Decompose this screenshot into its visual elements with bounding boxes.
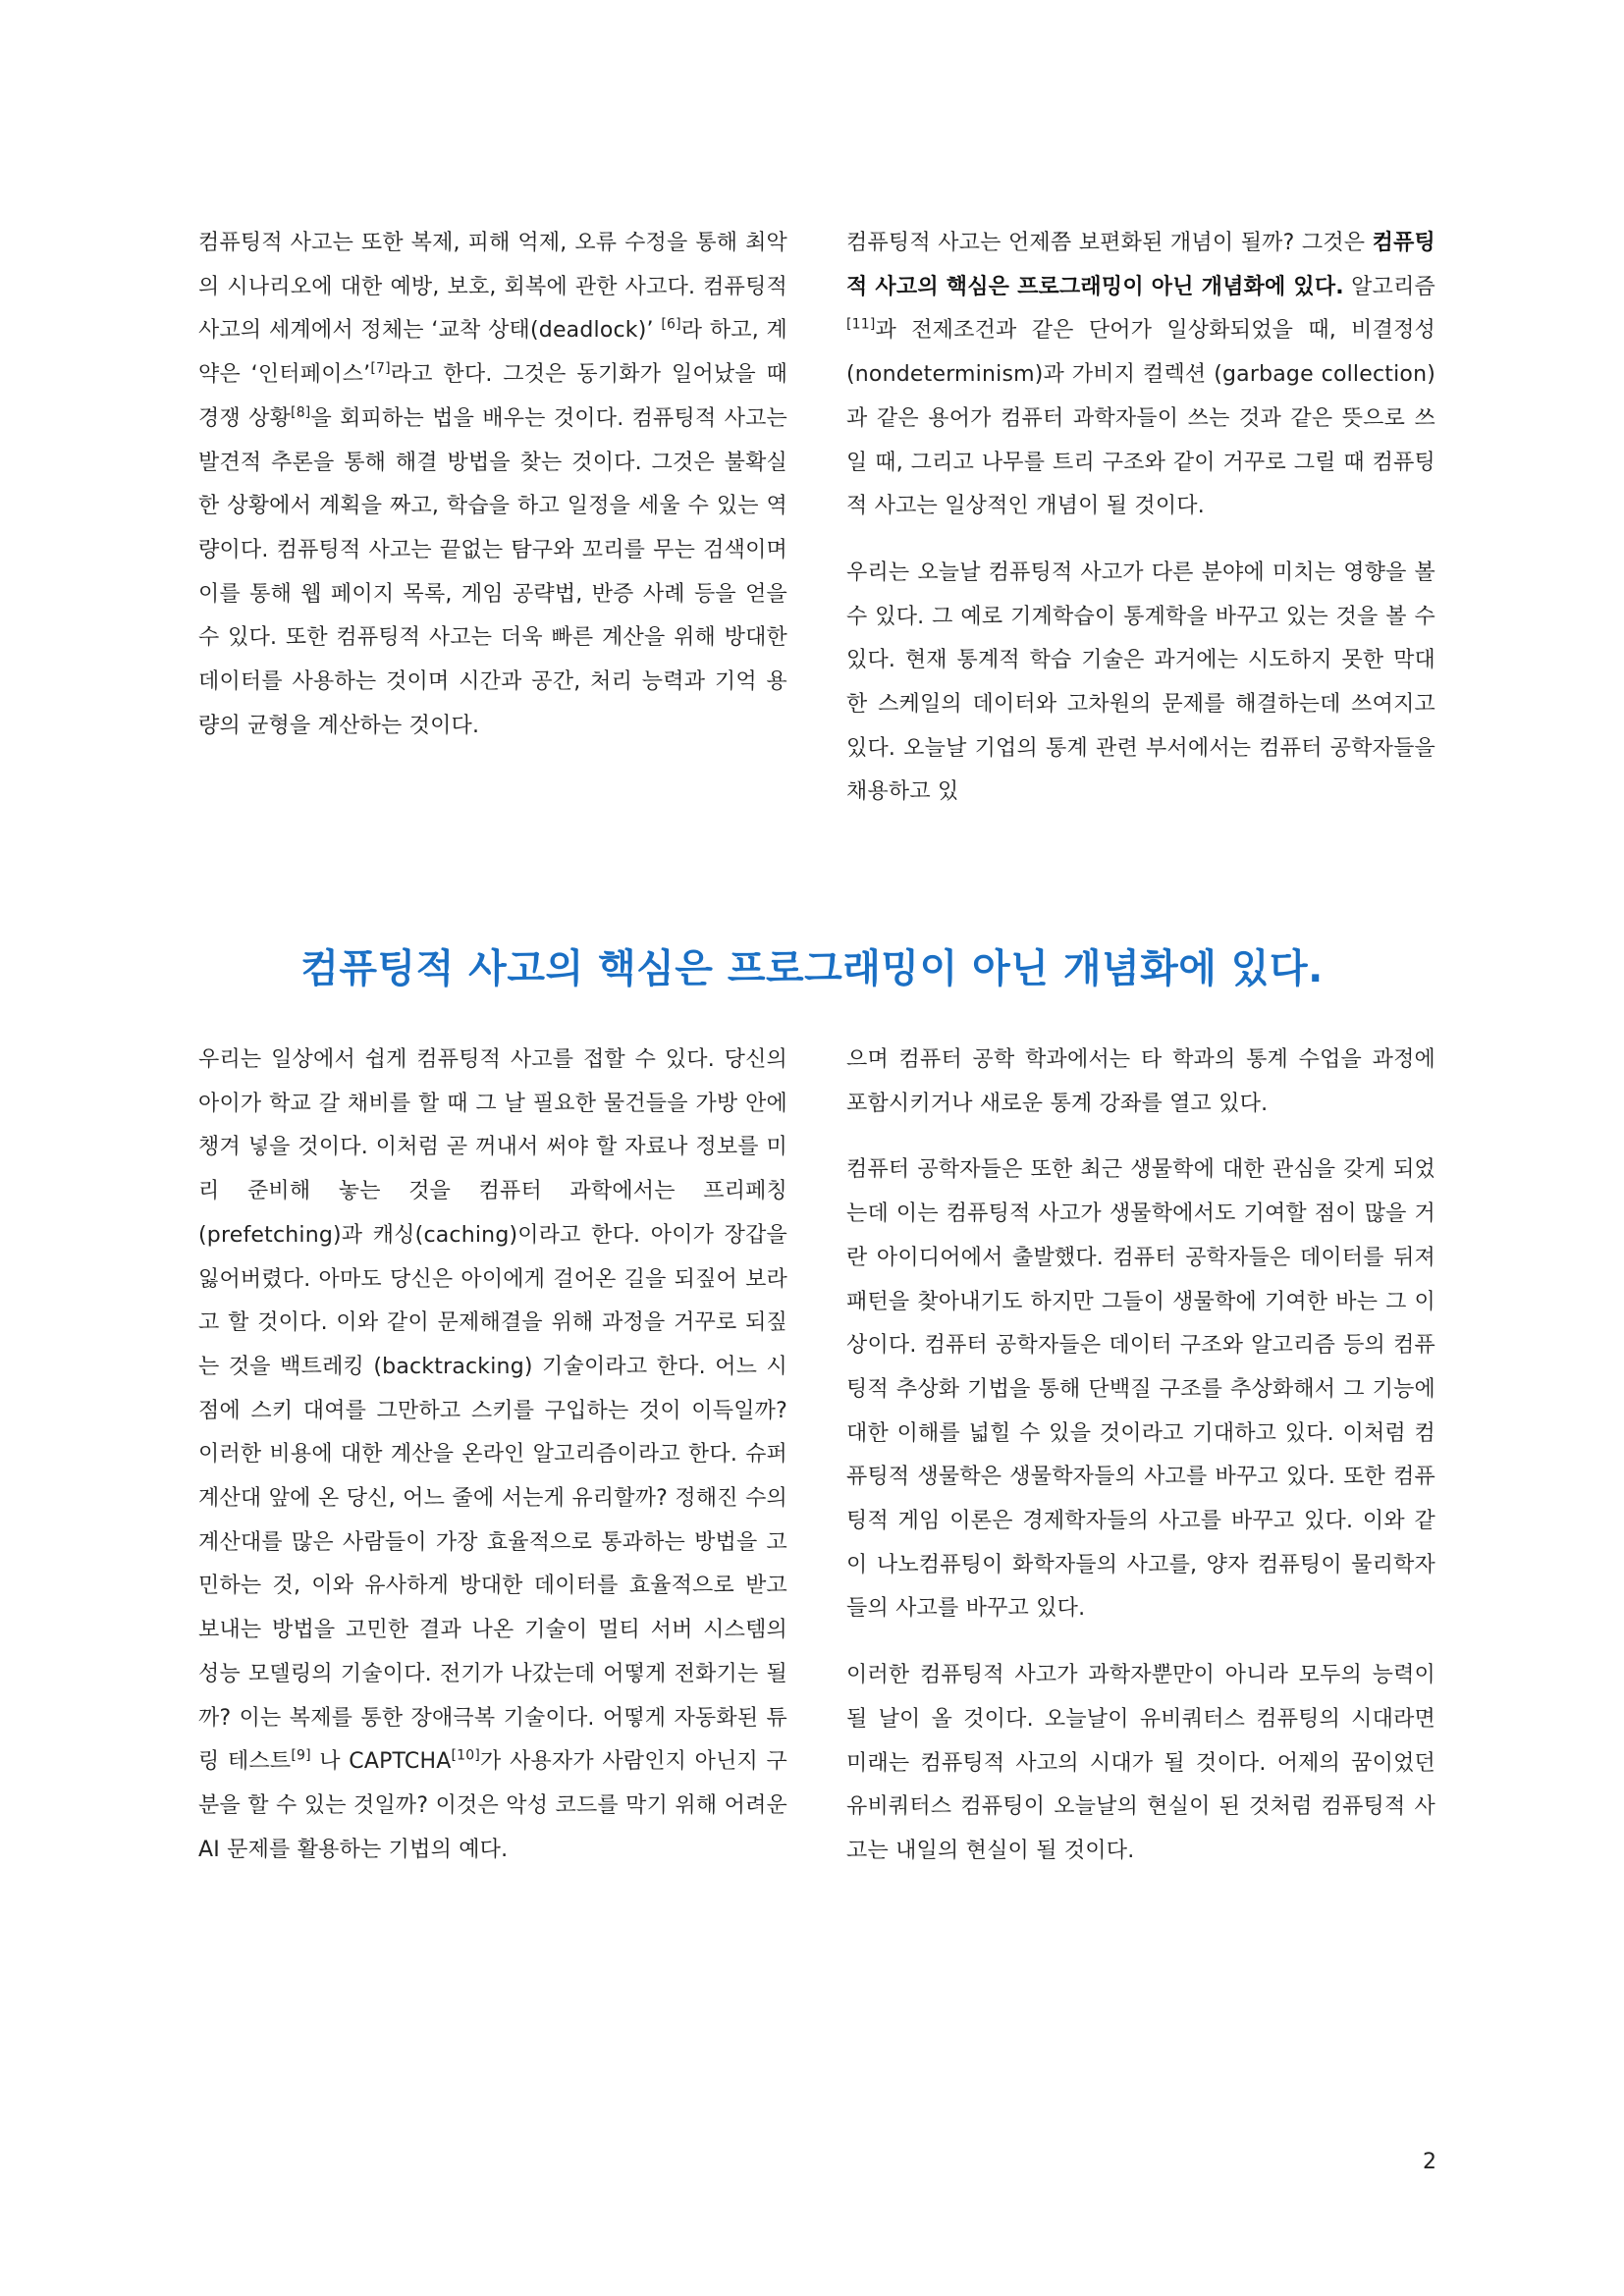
- paragraph: 컴퓨팅적 사고는 언제쯤 보편화된 개념이 될까? 그것은 컴퓨팅적 사고의 핵심은 프로그래밍이 아닌 개념화에 있다. 알고리즘[11]과 전제조건과 같은 단어가 일상화되었을 때, 비결정성(nondeterminism)과 가비지 컬렉션 (garbage collection)과 같은 용어가 컴퓨터 과학자들이 쓰는 것과 같은 뜻으로 쓰일 때, 그리고 나무를 트리 구조와 같이 거꾸로 그릴 때 컴퓨팅적 사고는 일상적인 개념이 될 것이다.: [846, 231, 1435, 519]
- footnote-ref[interactable]: [8]: [291, 404, 311, 421]
- footnote-ref[interactable]: [9]: [291, 1747, 311, 1764]
- bottom-left-column: [198, 1039, 787, 1872]
- paragraph: 컴퓨터 공학자들은 또한 최근 생물학에 대한 관심을 갖게 되었는데 이는 컴퓨팅적 사고가 생물학에서도 기여할 점이 많을 거란 아이디어에서 출발했다. 컴퓨터 공학자들은 데이터를 뒤져 패턴을 찾아내기도 하지만 그들이 생물학에 기여한 바는 그 이상이다. 컴퓨터 공학자들은 데이터 구조와 알고리즘 등의 컴퓨팅적 추상화 기법을 통해 단백질 구조를 추상화해서 그 기능에 대한 이해를 넓힐 수 있을 것이라고 기대하고 있다. 이처럼 컴퓨팅적 생물학은 생물학자들의 사고를 바꾸고 있다. 또한 컴퓨팅적 게임 이론은 경제학자들의 사고를 바꾸고 있다. 이와 같이 나노컴퓨팅이 화학자들의 사고를, 양자 컴퓨팅이 물리학자들의 사고를 바꾸고 있다.: [846, 1157, 1435, 1622]
- page-number: 2: [1423, 2150, 1436, 2174]
- footnote-ref[interactable]: [7]: [370, 360, 391, 377]
- section-heading: 컴퓨팅적 사고의 핵심은 프로그래밍이 아닌 개념화에 있다.: [300, 946, 1324, 991]
- footnote-ref[interactable]: [10]: [451, 1747, 481, 1764]
- bottom-right-column: [846, 1039, 1435, 1874]
- paragraph: 이러한 컴퓨팅적 사고가 과학자뿐만이 아니라 모두의 능력이 될 날이 올 것이다. 오늘날이 유비쿼터스 컴퓨팅의 시대라면 미래는 컴퓨팅적 사고의 시대가 될 것이다. 어제의 꿈이었던 유비쿼터스 컴퓨팅이 오늘날의 현실이 된 것처럼 컴퓨팅적 사고는 내일의 현실이 될 것이다.: [846, 1663, 1435, 1863]
- paragraph: 우리는 오늘날 컴퓨팅적 사고가 다른 분야에 미치는 영향을 볼 수 있다. 그 예로 기계학습이 통계학을 바꾸고 있는 것을 볼 수 있다. 현재 통계적 학습 기술은 과거에는 시도하지 못한 막대한 스케일의 데이터와 고차원의 문제를 해결하는데 쓰여지고 있다. 오늘날 기업의 통계 관련 부서에서는 컴퓨터 공학자들을 채용하고 있: [846, 560, 1435, 805]
- top-right-column: [846, 222, 1435, 815]
- top-left-column: [198, 222, 787, 748]
- paragraph: 컴퓨팅적 사고는 또한 복제, 피해 억제, 오류 수정을 통해 최악의 시나리오에 대한 예방, 보호, 회복에 관한 사고다. 컴퓨팅적 사고의 세계에서 정체는 ‘교착 상태(deadlock)’ [6]라 하고, 계약은 ‘인터페이스’[7]라고 한다. 그것은 동기화가 일어났을 때 경쟁 상황[8]을 회피하는 법을 배우는 것이다. 컴퓨팅적 사고는 발견적 추론을 통해 해결 방법을 찾는 것이다. 그것은 불확실한 상황에서 계획을 짜고, 학습을 하고 일정을 세울 수 있는 역량이다. 컴퓨팅적 사고는 끝없는 탐구와 꼬리를 무는 검색이며 이를 통해 웹 페이지 목록, 게임 공략법, 반증 사례 등을 얻을 수 있다. 또한 컴퓨팅적 사고는 더욱 빠른 계산을 위해 방대한 데이터를 사용하는 것이며 시간과 공간, 처리 능력과 기억 용량의 균형을 계산하는 것이다.: [198, 231, 788, 738]
- footnote-ref[interactable]: [6]: [661, 317, 681, 334]
- paragraph: 으며 컴퓨터 공학 학과에서는 타 학과의 통계 수업을 과정에 포함시키거나 새로운 통계 강좌를 열고 있다.: [846, 1047, 1435, 1116]
- paragraph: 우리는 일상에서 쉽게 컴퓨팅적 사고를 접할 수 있다. 당신의 아이가 학교 갈 채비를 할 때 그 날 필요한 물건들을 가방 안에 챙겨 넣을 것이다. 이처럼 곧 꺼내서 써야 할 자료나 정보를 미리 준비해 놓는 것을 컴퓨터 과학에서는 프리페칭 (prefetching)과 캐싱(caching)이라고 한다. 아이가 장갑을 잃어버렸다. 아마도 당신은 아이에게 걸어온 길을 되짚어 보라고 할 것이다. 이와 같이 문제해결을 위해 과정을 거꾸로 되짚는 것을 백트레킹 (backtracking) 기술이라고 한다. 어느 시점에 스키 대여를 그만하고 스키를 구입하는 것이 이득일까? 이러한 비용에 대한 계산을 온라인 알고리즘이라고 한다. 슈퍼 계산대 앞에 온 당신, 어느 줄에 서는게 유리할까? 정해진 수의 계산대를 많은 사람들이 가장 효율적으로 통과하는 방법을 고민하는 것, 이와 유사하게 방대한 데이터를 효율적으로 받고 보내는 방법을 고민한 결과 나온 기술이 멀티 서버 시스템의 성능 모델링의 기술이다. 전기가 나갔는데 어떻게 전화기는 될까? 이는 복제를 통한 장애극복 기술이다. 어떻게 자동화된 튜링 테스트[9] 나 CAPTCHA[10]가 사용자가 사람인지 아닌지 구분을 할 수 있는 것일까? 이것은 악성 코드를 막기 위해 어려운 AI 문제를 활용하는 기법의 예다.: [198, 1047, 787, 1862]
- bold-emphasis: 컴퓨팅적 사고의 핵심은 프로그래밍이 아닌 개념화에 있다.: [846, 231, 1435, 299]
- footnote-ref[interactable]: [11]: [846, 317, 876, 334]
